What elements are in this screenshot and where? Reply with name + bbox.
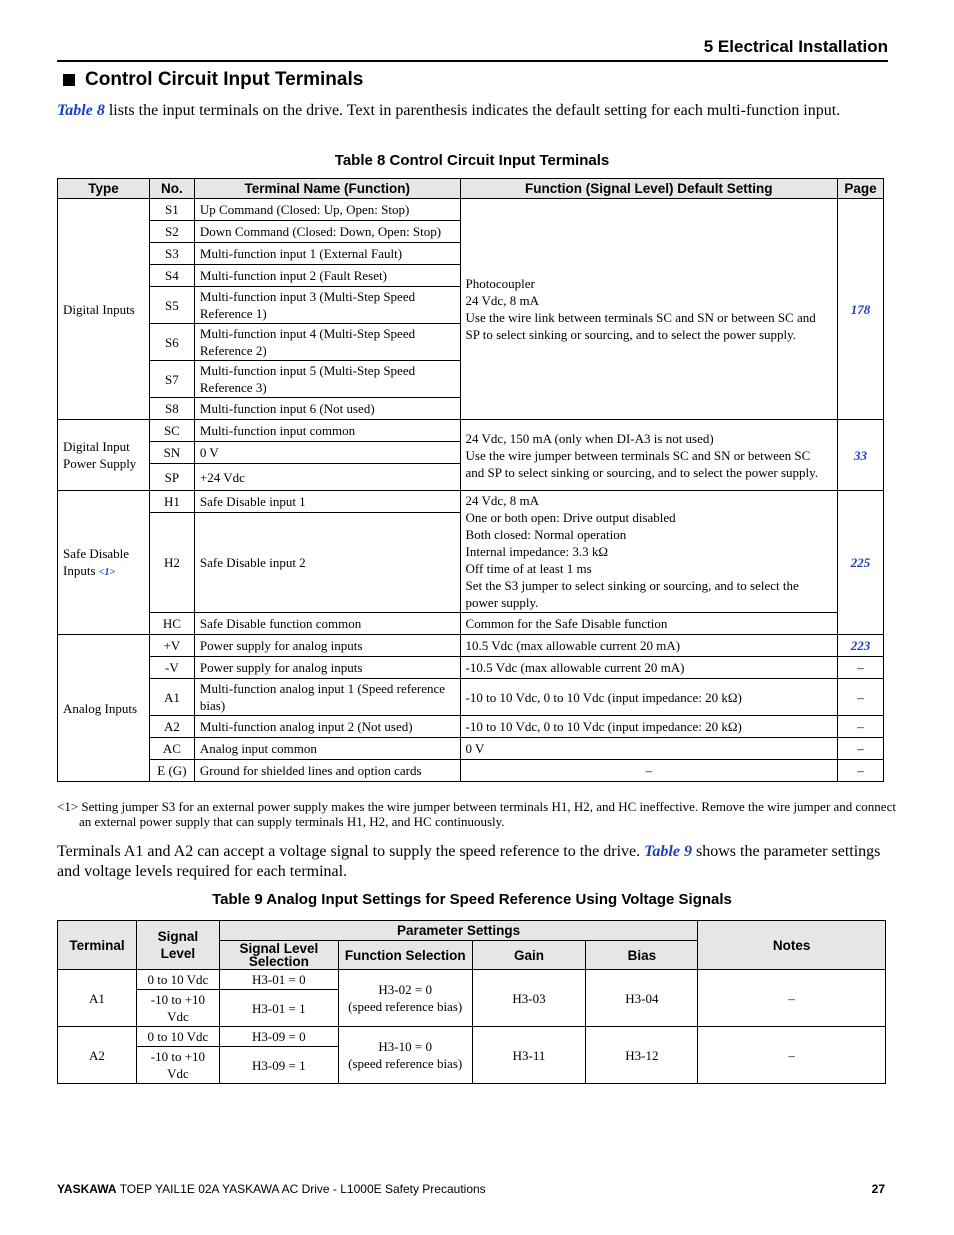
function-selection-line: (speed reference bias) — [348, 1056, 463, 1071]
page-cell: – — [837, 679, 883, 716]
function-cell: -10 to 10 Vdc, 0 to 10 Vdc (input impedance: 20 kΩ) — [460, 716, 837, 738]
type-cell: Analog Inputs — [58, 635, 150, 782]
function-line: Photocoupler — [465, 276, 535, 291]
function-cell: -10 to 10 Vdc, 0 to 10 Vdc (input impedance: 20 kΩ) — [460, 679, 837, 716]
gain-cell: H3-03 — [472, 970, 586, 1027]
square-bullet-icon — [63, 74, 75, 86]
function-line: Off time of at least 1 ms — [465, 561, 592, 576]
type-text: Safe Disable Inputs — [63, 545, 130, 578]
header-signal-level-selection: Signal Level Selection — [219, 941, 338, 970]
function-line: Both closed: Normal operation — [465, 527, 627, 542]
terminal-name: Up Command (Closed: Up, Open: Stop) — [194, 199, 460, 221]
table-row — [58, 1027, 886, 1047]
page-cell: – — [837, 716, 883, 738]
terminal-name: Multi-function input 1 (External Fault) — [194, 243, 460, 265]
terminal-cell: A1 — [58, 970, 137, 1027]
terminal-no: +V — [149, 635, 194, 657]
terminal-no: S6 — [149, 324, 194, 361]
terminal-name: Multi-function input 2 (Fault Reset) — [194, 265, 460, 287]
terminal-no: S1 — [149, 199, 194, 221]
table-row — [58, 635, 884, 657]
terminal-name: Multi-function analog input 2 (Not used) — [194, 716, 460, 738]
function-selection-line: (speed reference bias) — [348, 999, 463, 1014]
table-row — [58, 738, 884, 760]
terminal-name: 0 V — [194, 442, 460, 464]
selection-cell: H3-01 = 1 — [219, 990, 338, 1027]
terminal-no: H1 — [149, 491, 194, 513]
function-line: Use the wire jumper between terminals SC and SN or between SC and SP to select sinking or sourcing, and to select the power supply. — [465, 447, 819, 480]
table9-header-row — [58, 921, 886, 941]
page-link[interactable]: 223 — [837, 635, 883, 657]
section-heading — [63, 69, 363, 91]
notes-cell: – — [698, 1027, 886, 1084]
selection-cell: H3-01 = 0 — [219, 970, 338, 990]
signal-level-cell: -10 to +10 Vdc — [136, 990, 219, 1027]
function-line: 24 Vdc, 8 mA — [465, 293, 539, 308]
function-cell — [460, 199, 837, 420]
table-row — [58, 657, 884, 679]
terminal-name: Down Command (Closed: Down, Open: Stop) — [194, 221, 460, 243]
terminal-cell: A2 — [58, 1027, 137, 1084]
terminal-no: S3 — [149, 243, 194, 265]
function-line: 24 Vdc, 150 mA (only when DI-A3 is not used) — [465, 430, 714, 446]
terminal-no: SC — [149, 420, 194, 442]
type-cell: Digital Input Power Supply — [58, 420, 150, 491]
function-cell: Common for the Safe Disable function — [460, 613, 837, 635]
bias-cell: H3-12 — [586, 1027, 698, 1084]
table-row — [58, 613, 884, 635]
footnote: <1> Setting jumper S3 for an external power supply makes the wire jumper between terminals H1, H2, and HC ineffective. Remove the wire jumper and connect an external power supply that can supply terminals H1, H2, and HC continuously. — [57, 799, 896, 829]
terminal-no: AC — [149, 738, 194, 760]
function-cell: -10.5 Vdc (max allowable current 20 mA) — [460, 657, 837, 679]
header-signal-level: Signal Level — [136, 921, 219, 970]
signal-level-cell: -10 to +10 Vdc — [136, 1047, 219, 1084]
header-function-selection: Function Selection — [338, 941, 472, 970]
signal-level-cell: 0 to 10 Vdc — [136, 970, 219, 990]
function-line: One or both open: Drive output disabled — [465, 510, 676, 525]
function-cell — [460, 491, 837, 613]
page-cell: – — [837, 760, 883, 782]
terminal-name: Multi-function input common — [194, 420, 460, 442]
function-selection-line: H3-10 = 0 — [378, 1039, 432, 1054]
intro-text: lists the input terminals on the drive. Text in parenthesis indicates the default setting for each multi-function input. — [104, 102, 841, 119]
header-rule — [57, 60, 888, 62]
terminal-name: Ground for shielded lines and option cards — [194, 760, 460, 782]
terminal-name: Multi-function input 5 (Multi-Step Speed Reference 3) — [194, 361, 460, 398]
page-number: 27 — [871, 1182, 885, 1196]
selection-cell: H3-09 = 1 — [219, 1047, 338, 1084]
terminal-no: A1 — [149, 679, 194, 716]
table8 — [57, 178, 884, 782]
function-cell — [460, 420, 837, 491]
header-notes: Notes — [698, 921, 886, 970]
function-cell: 0 V — [460, 738, 837, 760]
terminal-name: Power supply for analog inputs — [194, 657, 460, 679]
terminal-name: Safe Disable input 1 — [194, 491, 460, 513]
terminal-name: Multi-function input 6 (Not used) — [194, 398, 460, 420]
terminal-name: Power supply for analog inputs — [194, 635, 460, 657]
footer-doc — [57, 1182, 486, 1196]
terminal-name: Multi-function input 3 (Multi-Step Speed Reference 1) — [194, 287, 460, 324]
page-footer — [57, 1182, 885, 1196]
function-line: Set the S3 jumper to select sinking or sourcing, and to select the power supply. — [465, 578, 799, 610]
terminal-no: S2 — [149, 221, 194, 243]
header-terminal-name: Terminal Name (Function) — [194, 179, 460, 199]
page-cell: – — [837, 657, 883, 679]
function-selection-cell — [338, 970, 472, 1027]
table9-link[interactable]: Table 9 — [644, 843, 692, 860]
terminal-no: H2 — [149, 513, 194, 613]
function-cell: – — [460, 760, 837, 782]
signal-level-cell: 0 to 10 Vdc — [136, 1027, 219, 1047]
terminal-name: Multi-function analog input 1 (Speed reference bias) — [194, 679, 460, 716]
table9 — [57, 920, 886, 1084]
page-link[interactable]: 178 — [837, 199, 883, 420]
footer-doc-title: TOEP YAIL1E 02A YASKAWA AC Drive - L1000E Safety Precautions — [116, 1182, 486, 1196]
function-selection-line: H3-02 = 0 — [378, 982, 432, 997]
terminals-paragraph — [57, 842, 887, 882]
terminal-name: Safe Disable input 2 — [194, 513, 460, 613]
table8-link[interactable]: Table 8 — [57, 102, 105, 119]
type-cell: Digital Inputs — [58, 199, 150, 420]
terminal-no: HC — [149, 613, 194, 635]
para2-text-before: Terminals A1 and A2 can accept a voltage signal to supply the speed reference to the drive. — [57, 843, 645, 860]
header-bias: Bias — [586, 941, 698, 970]
header-no: No. — [149, 179, 194, 199]
section-title: 5 Electrical Installation — [703, 37, 888, 56]
terminal-no: SN — [149, 442, 194, 464]
table-row — [58, 679, 884, 716]
terminal-no: S5 — [149, 287, 194, 324]
terminal-no: S4 — [149, 265, 194, 287]
selection-cell: H3-09 = 0 — [219, 1027, 338, 1047]
heading-text: Control Circuit Input Terminals — [85, 69, 364, 90]
function-line: Use the wire link between terminals SC and SN or between SC and SP to select sinking or sourcing, and to select the power supply. — [465, 310, 816, 342]
header-parameter-settings: Parameter Settings — [219, 921, 697, 941]
table-row — [58, 760, 884, 782]
table8-caption: Table 8 Control Circuit Input Terminals — [334, 152, 610, 169]
type-cell — [58, 491, 150, 635]
terminal-no: -V — [149, 657, 194, 679]
note-ref-link[interactable]: <1> — [98, 566, 116, 578]
table9-caption: Table 9 Analog Input Settings for Speed Reference Using Voltage Signals — [212, 891, 732, 908]
intro-paragraph — [57, 101, 887, 121]
page-link[interactable]: 225 — [837, 491, 883, 635]
function-line: 24 Vdc, 8 mA — [465, 493, 539, 508]
page-link[interactable]: 33 — [837, 420, 883, 491]
notes-cell: – — [698, 970, 886, 1027]
function-line: Internal impedance: 3.3 kΩ — [465, 544, 609, 559]
header-type: Type — [58, 179, 150, 199]
terminal-no: S7 — [149, 361, 194, 398]
bias-cell: H3-04 — [586, 970, 698, 1027]
terminal-no: SP — [149, 464, 194, 491]
gain-cell: H3-11 — [472, 1027, 586, 1084]
header-page: Page — [837, 179, 883, 199]
table-row — [58, 716, 884, 738]
function-selection-cell — [338, 1027, 472, 1084]
terminal-no: E (G) — [149, 760, 194, 782]
header-gain: Gain — [472, 941, 586, 970]
table-row — [58, 199, 884, 221]
table8-header-row — [58, 179, 884, 199]
header-function: Function (Signal Level) Default Setting — [460, 179, 837, 199]
table-row — [58, 970, 886, 990]
terminal-name: Analog input common — [194, 738, 460, 760]
table-row — [58, 491, 884, 513]
terminal-no: A2 — [149, 716, 194, 738]
table-row — [58, 420, 884, 442]
terminal-name: Safe Disable function common — [194, 613, 460, 635]
terminal-no: S8 — [149, 398, 194, 420]
terminal-name: Multi-function input 4 (Multi-Step Speed Reference 2) — [194, 324, 460, 361]
header-terminal: Terminal — [58, 921, 137, 970]
footer-brand: YASKAWA — [57, 1182, 117, 1196]
page-cell: – — [837, 738, 883, 760]
para2-text-after: shows the parameter settings and voltage levels required for each terminal. — [57, 843, 881, 880]
terminal-name: +24 Vdc — [194, 464, 460, 491]
function-cell: 10.5 Vdc (max allowable current 20 mA) — [460, 635, 837, 657]
